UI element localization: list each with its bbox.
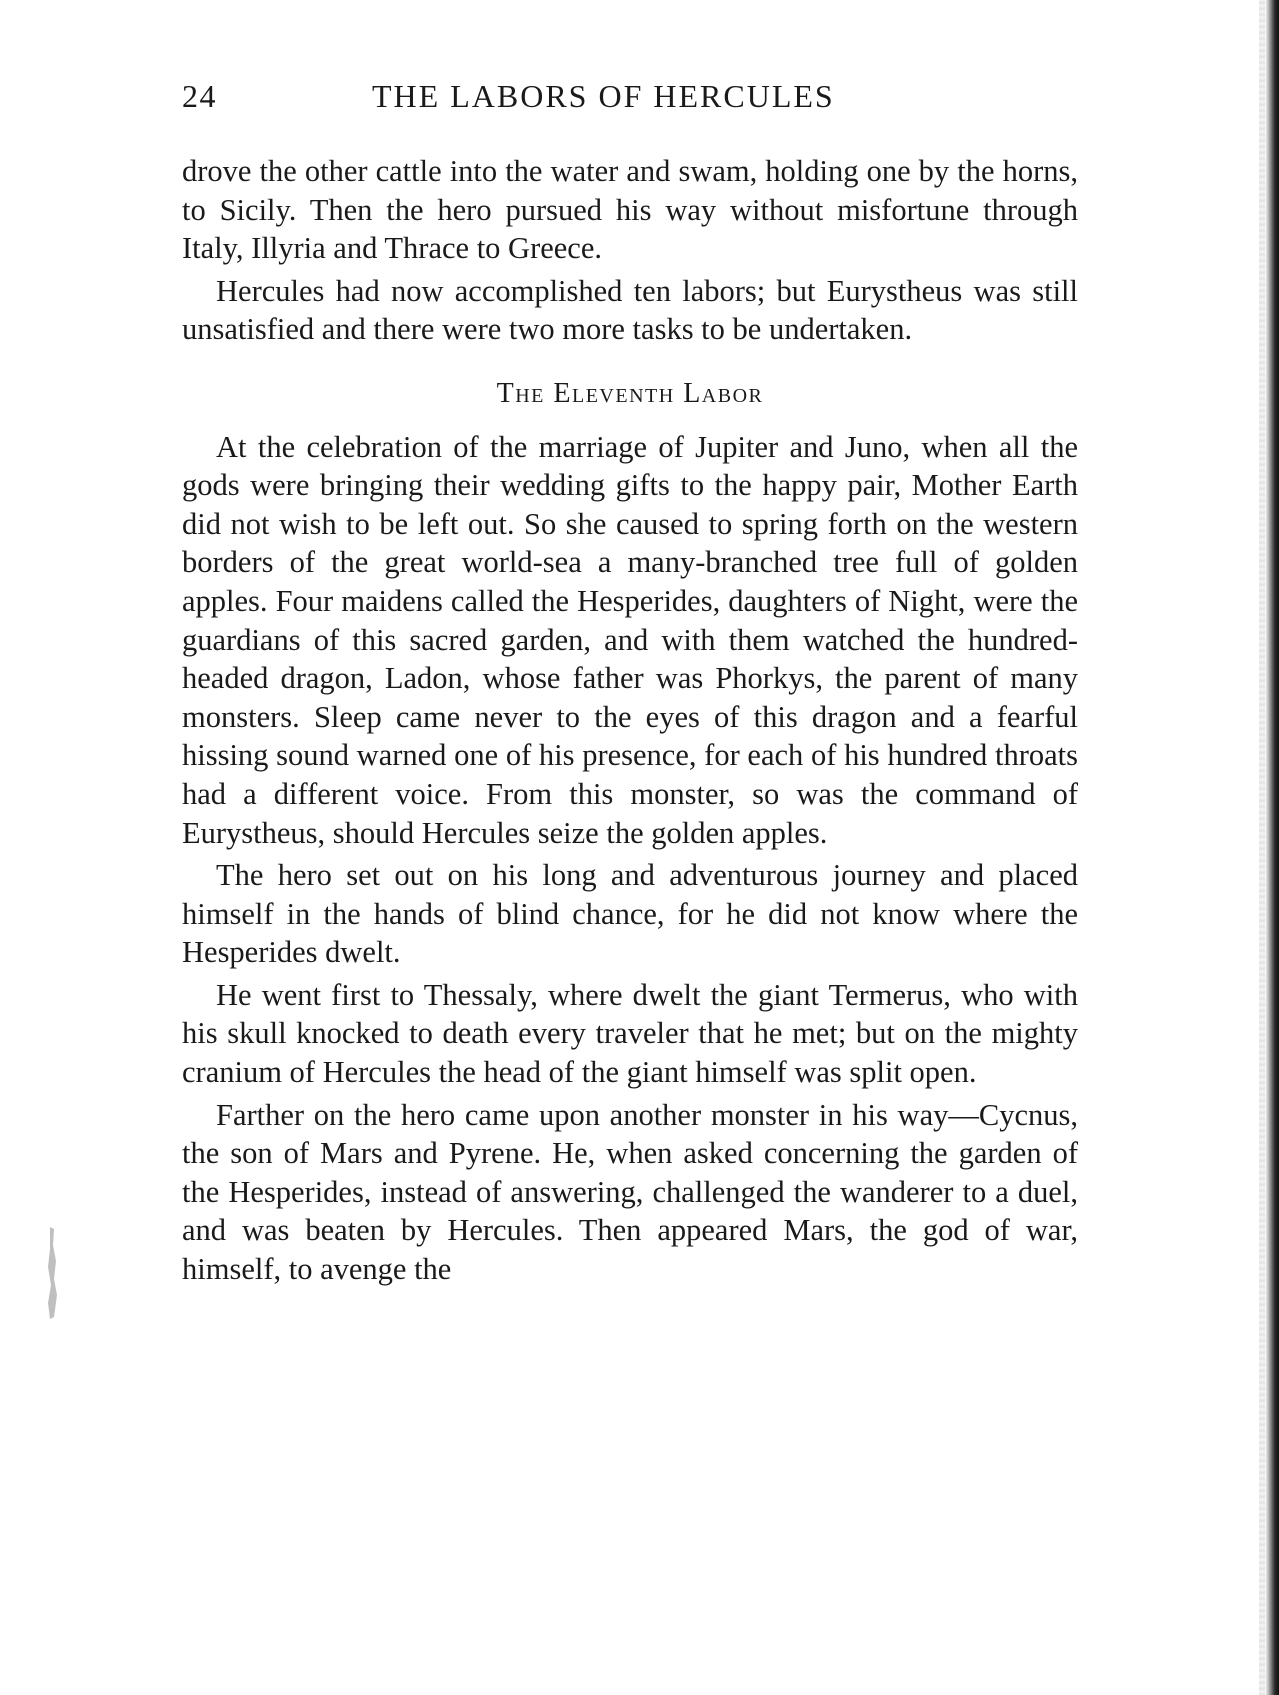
body-text bbox=[182, 152, 1078, 1289]
paragraph: Hercules had now accomplished ten labors; but Eurystheus was still unsatisfied and there were two more tasks to be undertaken. bbox=[182, 273, 1078, 347]
paragraph: Farther on the hero came upon another monster in his way—Cycnus, the son of Mars and Pyrene. He, when asked concerning the garden of the Hesperides, instead of answering, challenged the wanderer to a duel, and was beaten by Hercules. Then appeared Mars, the god of war, himself, to avenge the bbox=[182, 1097, 1078, 1287]
section-heading: The Eleventh Labor bbox=[496, 377, 764, 409]
running-title: THE LABORS OF HERCULES bbox=[372, 78, 835, 114]
paragraph: He went first to Thessaly, where dwelt the giant Termerus, who with his skull knocked to death every traveler that he met; but on the mighty cranium of Hercules the head of the giant himself was split open. bbox=[182, 977, 1078, 1090]
paragraph: At the celebration of the marriage of Jupiter and Juno, when all the gods were bringing their wedding gifts to the happy pair, Mother Earth did not wish to be left out. So she caused to spring forth on the western borders of the great world-sea a many-branched tree full of golden apples. Four maidens called the Hesperides, daughters of Night, were the guardians of this sacred garden, and with them watched the hundred-headed dragon, Ladon, whose father was Phorkys, the parent of many monsters. Sleep came never to the eyes of this dragon and a fearful hissing sound warned one of his presence, for each of his hundred throats had a different voice. From this monster, so was the command of Eurystheus, should Hercules seize the golden apples. bbox=[182, 429, 1078, 850]
paragraph: The hero set out on his long and adventurous journey and placed himself in the hands of blind chance, for he did not know where the Hesperides dwelt. bbox=[182, 858, 1078, 970]
page-number: 24 bbox=[182, 78, 217, 114]
scan-binding-edge bbox=[1265, 0, 1279, 1695]
page-header bbox=[182, 78, 1078, 118]
scan-smudge bbox=[44, 1225, 60, 1321]
paragraph-continued: drove the other cattle into the water and swam, holding one by the horns, to Sicily. Then the hero pursued his way without misfortune through Italy, Illyria and Thrace to Greece. bbox=[182, 154, 1078, 266]
